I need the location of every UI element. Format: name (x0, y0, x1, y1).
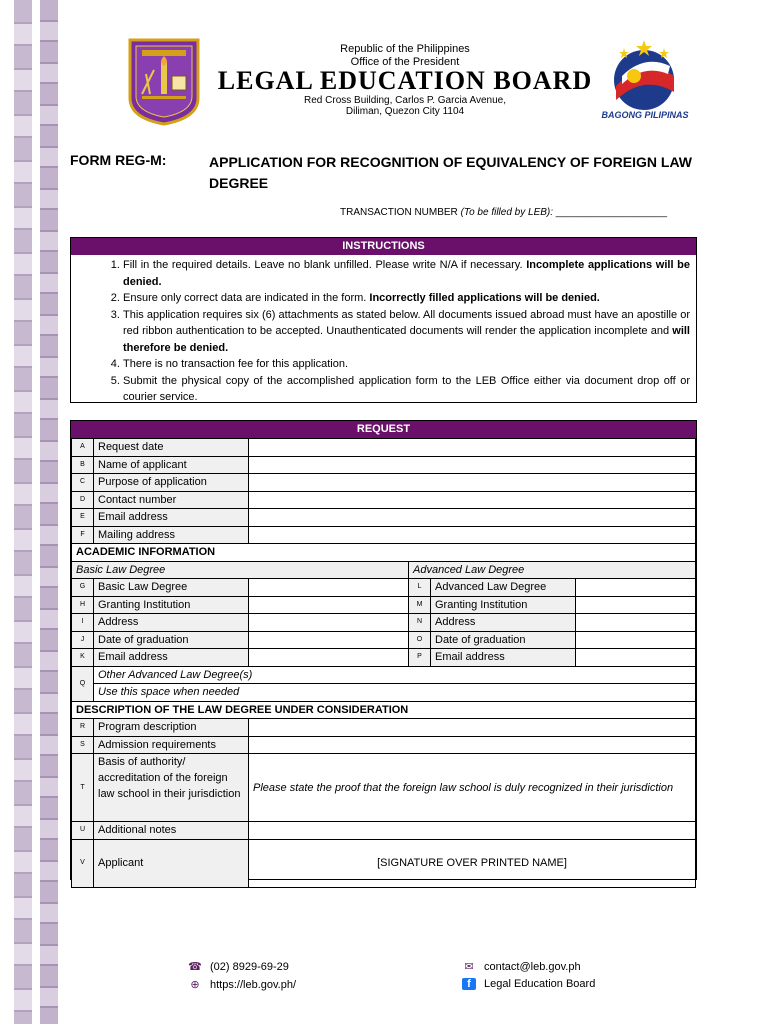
field-label: Request date (94, 439, 249, 457)
strip-column (14, 0, 32, 1024)
row-letter: O (409, 631, 431, 649)
bagong-pilipinas-text: BAGONG PILIPINAS (601, 110, 689, 120)
field-label: Address (431, 614, 576, 632)
header-address-1: Red Cross Building, Carlos P. Garcia Avenue, (304, 95, 506, 106)
field-label: Mailing address (94, 526, 249, 544)
footer-website[interactable] (188, 978, 296, 991)
field-label: Purpose of application (94, 474, 249, 492)
row-letter: S (72, 736, 94, 754)
header-office: Office of the President (350, 56, 460, 68)
field-label: Admission requirements (94, 736, 249, 754)
table-row (72, 701, 696, 719)
row-letter: N (409, 614, 431, 632)
instruction-item: 2. Ensure only correct data are indicated in the form. Incorrectly filled applications will be denied. (123, 290, 690, 307)
instruction-item: 3. This application requires six (6) attachments as stated below. All documents issued abroad must have an apostille or red ribbon authentication to be accepted. Unauthenticated documents will render the application incomplete and will therefore be denied. (123, 307, 690, 357)
advanced-email-field[interactable] (576, 649, 696, 667)
row-letter: J (72, 631, 94, 649)
mail-icon: ✉ (464, 961, 474, 973)
field-label: Address (94, 614, 249, 632)
row-letter: D (72, 491, 94, 509)
applicant-name-field[interactable] (249, 456, 696, 474)
basic-address-field[interactable] (249, 614, 409, 632)
txn-label: TRANSACTION NUMBER (340, 207, 461, 218)
row-letter: I (72, 614, 94, 632)
row-letter: V (72, 839, 94, 887)
footer-facebook[interactable] (462, 978, 595, 990)
mailing-address-field[interactable] (249, 526, 696, 544)
field-label: Advanced Law Degree (431, 579, 576, 597)
field-label: Basic Law Degree (94, 579, 249, 597)
decorative-side-strip (0, 0, 62, 1024)
table-row (72, 684, 696, 702)
other-degree-label: Other Advanced Law Degree(s) (94, 666, 696, 684)
row-letter: Q (72, 666, 94, 701)
strip-column (40, 0, 58, 1024)
advanced-degree-field[interactable] (576, 579, 696, 597)
basic-degree-field[interactable] (249, 579, 409, 597)
email-link[interactable]: contact@leb.gov.ph (484, 961, 581, 973)
field-label: Date of graduation (94, 631, 249, 649)
field-label: Contact number (94, 491, 249, 509)
row-letter: R (72, 719, 94, 737)
admission-requirements-field[interactable] (249, 736, 696, 754)
instruction-item: 5. Submit the physical copy of the accomplished application form to the LEB Office either via document drop off or courier service. (123, 373, 690, 406)
advanced-graduation-field[interactable] (576, 631, 696, 649)
program-description-field[interactable] (249, 719, 696, 737)
table-row (72, 736, 696, 754)
field-label: Granting Institution (94, 596, 249, 614)
table-row (72, 614, 696, 632)
row-letter: L (409, 579, 431, 597)
form-code: FORM REG-M: (70, 152, 167, 168)
request-table (71, 438, 696, 888)
instructions-box (70, 237, 697, 403)
phone-text: (02) 8929-69-29 (210, 961, 289, 973)
additional-notes-field[interactable] (249, 822, 696, 840)
row-letter: F (72, 526, 94, 544)
other-degree-field[interactable]: Use this space when needed (94, 684, 696, 702)
advanced-degree-heading: Advanced Law Degree (409, 561, 696, 579)
table-row (72, 596, 696, 614)
table-row (72, 544, 696, 562)
request-date-field[interactable] (249, 439, 696, 457)
basic-graduation-field[interactable] (249, 631, 409, 649)
row-letter: T (72, 754, 94, 822)
field-label: Name of applicant (94, 456, 249, 474)
table-row (72, 526, 696, 544)
basic-email-field[interactable] (249, 649, 409, 667)
facebook-link[interactable]: Legal Education Board (484, 978, 596, 990)
leb-seal-logo (128, 38, 200, 126)
advanced-address-field[interactable] (576, 614, 696, 632)
table-row (72, 839, 696, 887)
table-row (72, 491, 696, 509)
instructions-list (71, 255, 696, 406)
field-label: Email address (94, 509, 249, 527)
website-link[interactable]: https://leb.gov.ph/ (210, 979, 297, 991)
header-republic: Republic of the Philippines (340, 43, 470, 55)
advanced-institution-field[interactable] (576, 596, 696, 614)
bagong-pilipinas-logo (604, 36, 684, 116)
row-letter: P (409, 649, 431, 667)
field-label: Additional notes (94, 822, 249, 840)
table-row (72, 822, 696, 840)
footer-phone (188, 960, 289, 973)
row-letter: E (72, 509, 94, 527)
instruction-item: 4. There is no transaction fee for this application. (123, 356, 690, 373)
field-label: Program description (94, 719, 249, 737)
txn-blank[interactable]: ____________________ (553, 207, 668, 218)
form-title: APPLICATION FOR RECOGNITION OF EQUIVALENCY OF FOREIGN LAW DEGREE (209, 154, 693, 191)
row-letter: C (72, 474, 94, 492)
table-row (72, 579, 696, 597)
table-row (72, 719, 696, 737)
table-row (72, 456, 696, 474)
header-address-2: Diliman, Quezon City 1104 (345, 106, 465, 117)
field-label: Email address (431, 649, 576, 667)
table-row (72, 754, 696, 822)
basis-of-authority-field[interactable]: Please state the proof that the foreign law school is duly recognized in their jurisdiction (249, 754, 696, 822)
table-row (72, 474, 696, 492)
table-row (72, 509, 696, 527)
basic-degree-heading: Basic Law Degree (72, 561, 409, 579)
field-label: Applicant (94, 839, 249, 887)
row-letter: B (72, 456, 94, 474)
basic-institution-field[interactable] (249, 596, 409, 614)
row-letter: K (72, 649, 94, 667)
header-title: LEGAL EDUCATION BOARD (217, 66, 593, 95)
email-field[interactable] (249, 509, 696, 527)
facebook-icon: f (462, 978, 476, 990)
row-letter: G (72, 579, 94, 597)
txn-note: (To be filled by LEB): (460, 207, 554, 218)
purpose-field[interactable] (249, 474, 696, 492)
description-heading: DESCRIPTION OF THE LAW DEGREE UNDER CONSIDERATION (72, 701, 696, 719)
instructions-heading: INSTRUCTIONS (71, 238, 696, 255)
table-row (72, 631, 696, 649)
transaction-number (340, 207, 667, 218)
signature-field[interactable]: [SIGNATURE OVER PRINTED NAME] (249, 839, 696, 887)
row-letter: U (72, 822, 94, 840)
field-label: Email address (94, 649, 249, 667)
field-label: Granting Institution (431, 596, 576, 614)
contact-number-field[interactable] (249, 491, 696, 509)
field-label: Date of graduation (431, 631, 576, 649)
globe-icon: ⊕ (190, 979, 200, 991)
field-label: Basis of authority/ accreditation of the foreign law school in their jurisdiction (94, 754, 249, 822)
instruction-item: 1. Fill in the required details. Leave no blank unfilled. Please write N/A if necessary. Incomplete applications will be denied. (123, 257, 690, 290)
footer-email[interactable] (462, 960, 581, 973)
academic-heading: ACADEMIC INFORMATION (72, 544, 696, 562)
phone-icon: ☎ (188, 961, 202, 973)
row-letter: M (409, 596, 431, 614)
table-row (72, 439, 696, 457)
request-box (70, 420, 697, 880)
request-heading: REQUEST (71, 421, 696, 438)
table-row (72, 666, 696, 684)
row-letter: A (72, 439, 94, 457)
table-row (72, 561, 696, 579)
row-letter: H (72, 596, 94, 614)
table-row (72, 649, 696, 667)
